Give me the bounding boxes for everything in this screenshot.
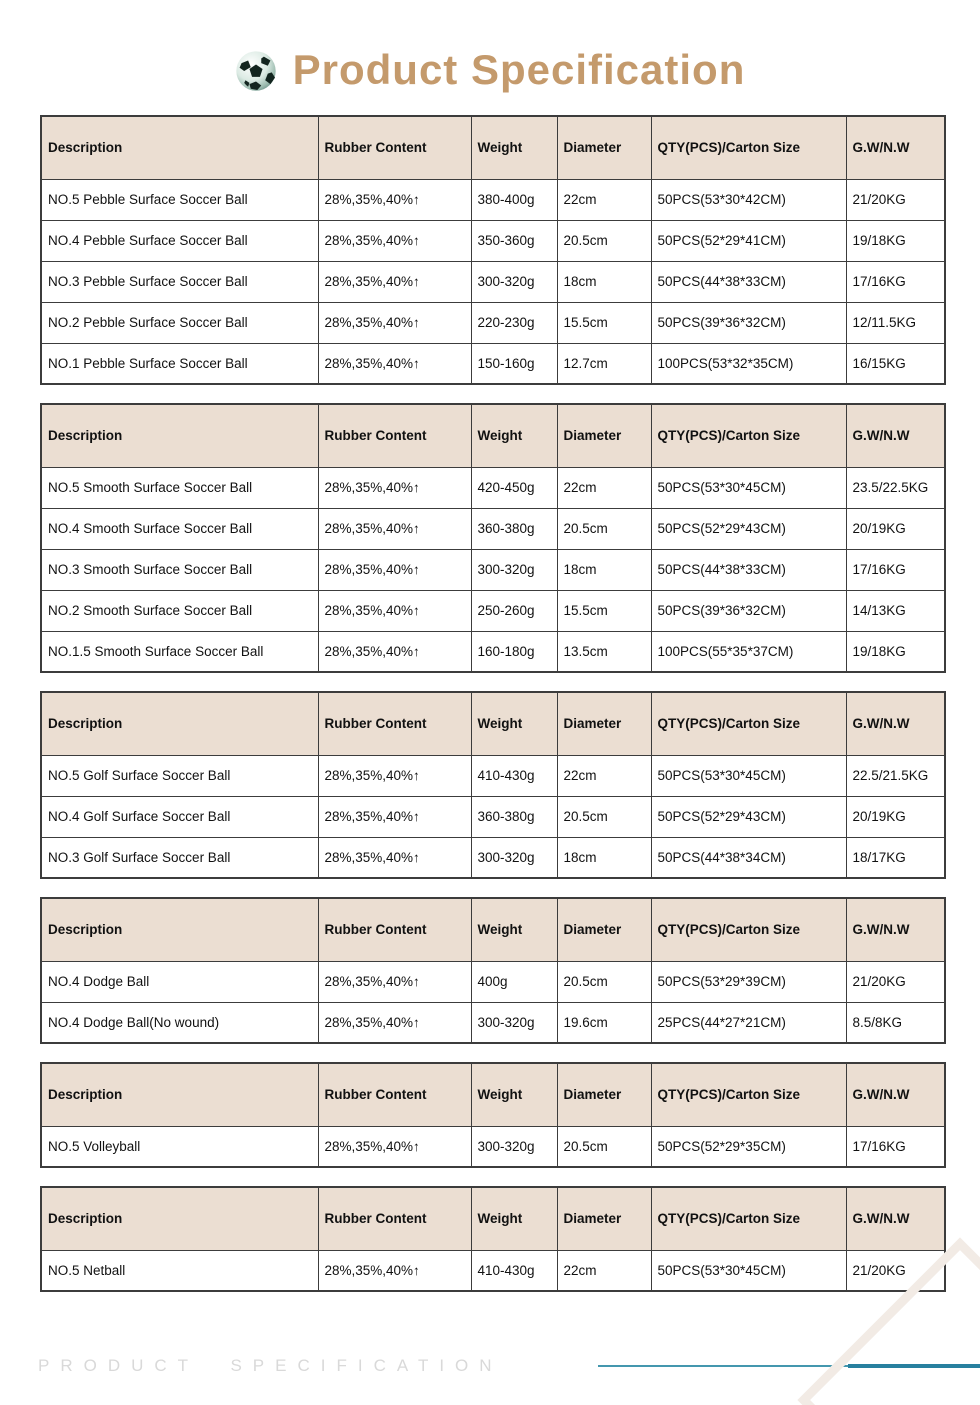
table-cell: 50PCS(44*38*33CM) (651, 549, 846, 590)
table-cell: NO.2 Smooth Surface Soccer Ball (41, 590, 318, 631)
spec-table-netballs (40, 1186, 946, 1292)
table-cell: 250-260g (471, 590, 557, 631)
column-header: G.W/N.W (846, 404, 945, 467)
table-cell: 50PCS(44*38*34CM) (651, 837, 846, 878)
column-header: Weight (471, 898, 557, 961)
table-cell: 19/18KG (846, 220, 945, 261)
table-cell: NO.5 Volleyball (41, 1126, 318, 1167)
table-row (41, 796, 945, 837)
table-cell: 50PCS(39*36*32CM) (651, 590, 846, 631)
table-cell: NO.4 Golf Surface Soccer Ball (41, 796, 318, 837)
table-cell: 16/15KG (846, 343, 945, 384)
table-cell: 18cm (557, 549, 651, 590)
table-row (41, 179, 945, 220)
table-cell: 8.5/8KG (846, 1002, 945, 1043)
table-cell: 100PCS(55*35*37CM) (651, 631, 846, 672)
column-header: QTY(PCS)/Carton Size (651, 1187, 846, 1250)
table-cell: 50PCS(53*30*45CM) (651, 1250, 846, 1291)
table-cell: NO.1 Pebble Surface Soccer Ball (41, 343, 318, 384)
column-header: QTY(PCS)/Carton Size (651, 404, 846, 467)
table-cell: 50PCS(52*29*43CM) (651, 796, 846, 837)
table-cell: 160-180g (471, 631, 557, 672)
page-title: Product Specification (292, 45, 746, 93)
table-cell: 50PCS(52*29*41CM) (651, 220, 846, 261)
table-cell: 21/20KG (846, 1250, 945, 1291)
column-header: Diameter (557, 1063, 651, 1126)
table-cell: 50PCS(53*30*45CM) (651, 467, 846, 508)
table-cell: 28%,35%,40%↑ (318, 837, 471, 878)
footer-divider-line-light (598, 1365, 848, 1367)
table-cell: 28%,35%,40%↑ (318, 343, 471, 384)
table-cell: 19/18KG (846, 631, 945, 672)
column-header: G.W/N.W (846, 116, 945, 179)
column-header: Rubber Content (318, 1187, 471, 1250)
table-cell: 22cm (557, 755, 651, 796)
table-cell: NO.4 Smooth Surface Soccer Ball (41, 508, 318, 549)
table-row (41, 961, 945, 1002)
table-cell: NO.5 Golf Surface Soccer Ball (41, 755, 318, 796)
table-row (41, 220, 945, 261)
table-cell: NO.1.5 Smooth Surface Soccer Ball (41, 631, 318, 672)
column-header: Description (41, 692, 318, 755)
table-cell: 25PCS(44*27*21CM) (651, 1002, 846, 1043)
table-cell: NO.3 Golf Surface Soccer Ball (41, 837, 318, 878)
table-cell: 28%,35%,40%↑ (318, 179, 471, 220)
table-cell: 12.7cm (557, 343, 651, 384)
table-cell: 300-320g (471, 1002, 557, 1043)
table-row (41, 261, 945, 302)
table-cell: 28%,35%,40%↑ (318, 1002, 471, 1043)
column-header: Weight (471, 116, 557, 179)
table-cell: 22cm (557, 1250, 651, 1291)
spec-table-dodge-balls (40, 897, 946, 1044)
column-header: Diameter (557, 404, 651, 467)
header-row (41, 692, 945, 755)
table-cell: 20/19KG (846, 508, 945, 549)
table-cell: 150-160g (471, 343, 557, 384)
table-cell: 300-320g (471, 549, 557, 590)
table-row (41, 508, 945, 549)
column-header: Rubber Content (318, 116, 471, 179)
table-cell: 28%,35%,40%↑ (318, 467, 471, 508)
table-cell: 50PCS(52*29*35CM) (651, 1126, 846, 1167)
table-cell: 50PCS(53*29*39CM) (651, 961, 846, 1002)
table-cell: 350-360g (471, 220, 557, 261)
column-header: Description (41, 116, 318, 179)
table-cell: 12/11.5KG (846, 302, 945, 343)
column-header: QTY(PCS)/Carton Size (651, 692, 846, 755)
table-row (41, 343, 945, 384)
table-cell: 23.5/22.5KG (846, 467, 945, 508)
column-header: Weight (471, 1187, 557, 1250)
table-cell: 17/16KG (846, 1126, 945, 1167)
table-cell: 28%,35%,40%↑ (318, 1126, 471, 1167)
table-cell: 100PCS(53*32*35CM) (651, 343, 846, 384)
table-cell: 14/13KG (846, 590, 945, 631)
table-cell: 18cm (557, 261, 651, 302)
table-cell: NO.4 Dodge Ball(No wound) (41, 1002, 318, 1043)
table-row (41, 549, 945, 590)
table-cell: 28%,35%,40%↑ (318, 590, 471, 631)
table-cell: 13.5cm (557, 631, 651, 672)
table-cell: 50PCS(53*30*42CM) (651, 179, 846, 220)
table-cell: 50PCS(53*30*45CM) (651, 755, 846, 796)
table-cell: 21/20KG (846, 961, 945, 1002)
table-cell: 20.5cm (557, 796, 651, 837)
table-cell: 28%,35%,40%↑ (318, 631, 471, 672)
column-header: Weight (471, 692, 557, 755)
table-cell: 21/20KG (846, 179, 945, 220)
footer-watermark-text: PRODUCT SPECIFICATION (38, 1356, 503, 1375)
table-cell: 380-400g (471, 179, 557, 220)
column-header: Diameter (557, 898, 651, 961)
column-header: Description (41, 404, 318, 467)
table-cell: 300-320g (471, 261, 557, 302)
table-cell: NO.4 Pebble Surface Soccer Ball (41, 220, 318, 261)
table-cell: 28%,35%,40%↑ (318, 961, 471, 1002)
column-header: Description (41, 898, 318, 961)
table-cell: 18/17KG (846, 837, 945, 878)
column-header: QTY(PCS)/Carton Size (651, 1063, 846, 1126)
soccer-ball-icon (235, 50, 277, 92)
table-cell: 420-450g (471, 467, 557, 508)
table-row (41, 302, 945, 343)
column-header: Rubber Content (318, 404, 471, 467)
table-cell: 50PCS(52*29*43CM) (651, 508, 846, 549)
table-cell: 15.5cm (557, 302, 651, 343)
spec-table-volleyballs (40, 1062, 946, 1168)
page-header (0, 0, 980, 115)
table-cell: 18cm (557, 837, 651, 878)
table-cell: 17/16KG (846, 549, 945, 590)
table-cell: 28%,35%,40%↑ (318, 549, 471, 590)
table-cell: 28%,35%,40%↑ (318, 755, 471, 796)
table-cell: 19.6cm (557, 1002, 651, 1043)
table-cell: NO.5 Pebble Surface Soccer Ball (41, 179, 318, 220)
table-cell: 400g (471, 961, 557, 1002)
table-row (41, 631, 945, 672)
table-cell: 360-380g (471, 796, 557, 837)
table-cell: 20/19KG (846, 796, 945, 837)
table-cell: NO.4 Dodge Ball (41, 961, 318, 1002)
table-cell: 22cm (557, 467, 651, 508)
column-header: Rubber Content (318, 692, 471, 755)
column-header: Diameter (557, 692, 651, 755)
table-cell: NO.5 Netball (41, 1250, 318, 1291)
table-cell: 22cm (557, 179, 651, 220)
column-header: QTY(PCS)/Carton Size (651, 116, 846, 179)
table-cell: 22.5/21.5KG (846, 755, 945, 796)
header-row (41, 404, 945, 467)
column-header: G.W/N.W (846, 692, 945, 755)
table-cell: 28%,35%,40%↑ (318, 302, 471, 343)
column-header: Diameter (557, 116, 651, 179)
spec-table-golf-surface-soccer-balls (40, 691, 946, 879)
table-row (41, 1126, 945, 1167)
column-header: G.W/N.W (846, 1063, 945, 1126)
table-cell: NO.2 Pebble Surface Soccer Ball (41, 302, 318, 343)
table-row (41, 1002, 945, 1043)
spec-table-pebble-surface-soccer-balls (40, 115, 946, 385)
table-cell: 15.5cm (557, 590, 651, 631)
table-cell: 300-320g (471, 1126, 557, 1167)
table-row (41, 755, 945, 796)
header-row (41, 898, 945, 961)
column-header: G.W/N.W (846, 898, 945, 961)
column-header: G.W/N.W (846, 1187, 945, 1250)
table-cell: 20.5cm (557, 508, 651, 549)
table-row (41, 837, 945, 878)
table-cell: 410-430g (471, 755, 557, 796)
column-header: Description (41, 1187, 318, 1250)
table-cell: 17/16KG (846, 261, 945, 302)
table-cell: 28%,35%,40%↑ (318, 220, 471, 261)
table-cell: 20.5cm (557, 1126, 651, 1167)
table-cell: 20.5cm (557, 961, 651, 1002)
header-row (41, 1187, 945, 1250)
spec-tables-container (40, 115, 944, 1292)
column-header: Description (41, 1063, 318, 1126)
column-header: Rubber Content (318, 898, 471, 961)
table-cell: 50PCS(39*36*32CM) (651, 302, 846, 343)
table-cell: 410-430g (471, 1250, 557, 1291)
header-row (41, 116, 945, 179)
header-row (41, 1063, 945, 1126)
table-cell: 50PCS(44*38*33CM) (651, 261, 846, 302)
table-cell: 28%,35%,40%↑ (318, 1250, 471, 1291)
table-cell: 28%,35%,40%↑ (318, 261, 471, 302)
table-cell: 28%,35%,40%↑ (318, 508, 471, 549)
column-header: Diameter (557, 1187, 651, 1250)
table-row (41, 1250, 945, 1291)
table-cell: NO.3 Smooth Surface Soccer Ball (41, 549, 318, 590)
spec-table-smooth-surface-soccer-balls (40, 403, 946, 673)
table-row (41, 590, 945, 631)
table-cell: NO.5 Smooth Surface Soccer Ball (41, 467, 318, 508)
table-row (41, 467, 945, 508)
table-cell: 360-380g (471, 508, 557, 549)
table-cell: 28%,35%,40%↑ (318, 796, 471, 837)
table-cell: 20.5cm (557, 220, 651, 261)
table-cell: 300-320g (471, 837, 557, 878)
column-header: Weight (471, 1063, 557, 1126)
column-header: QTY(PCS)/Carton Size (651, 898, 846, 961)
table-cell: NO.3 Pebble Surface Soccer Ball (41, 261, 318, 302)
column-header: Weight (471, 404, 557, 467)
column-header: Rubber Content (318, 1063, 471, 1126)
table-cell: 220-230g (471, 302, 557, 343)
